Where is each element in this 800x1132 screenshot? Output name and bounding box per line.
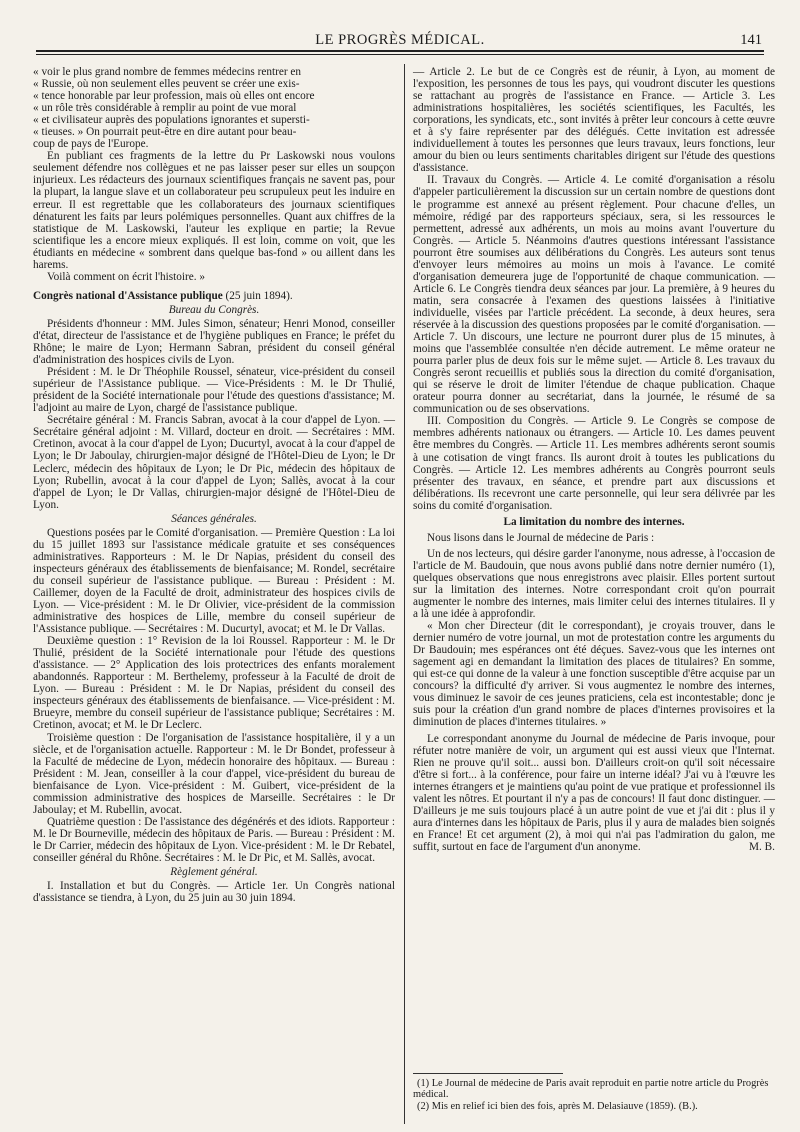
section-heading-limitation: La limitation du nombre des internes. xyxy=(503,515,685,528)
signature: M. B. xyxy=(749,840,775,853)
paragraph-laskowski: En publiant ces fragments de la lettre du Pr Laskowski nous voulons seulement défendre nos collègues et ne pas laisser peser sur elles un soupçon injurieux. Les rédacteurs des journaux scientifiques français ne savent pas, pour la plupart, la langue slave et un collaborateur peu scrupuleux peut les induire en erreur. Il est regrettable que les collaborateurs des journaux scientifiques dénaturent les faits par leurs polémiques personnelles. Quant aux chiffres de la statistique de M. Laskowski, l'auteur les explique en partie; la Revue scientifique les a encore mieux expliqués. Il est loin, comme on voit, que les étudiants en médecine « sombrent dans quelque bas-fond » ou aillent dans les harems. xyxy=(33,150,395,271)
paragraph-correspondant xyxy=(413,733,775,853)
quote-line: « tence honorable par leur profession, mais où elles ont encore xyxy=(33,90,315,103)
paragraph-question-2: Deuxième question : 1° Revision de la loi Roussel. Rapporteur : M. le Dr Thulié, président de la Société internationale pour l'étude des questions d'assistance. — 2° Application des lois protectrices des enfants moralement abandonnés. Rapporteur : M. Berthelemy, professeur à la Faculté de droit de Lyon. — Bureau : Président : M. le Dr Napias, président du conseil des inspecteurs généraux des établissements de bienfaisance. — Vice-président : M. Brueyre, membre du conseil supérieur de l'assistance publique; Secrétaires : M. Cretinon, avocat; et M. le Dr Leclerc. xyxy=(33,635,395,732)
quote-line: « et civilisateur auprès des populations ignorantes et supersti- xyxy=(33,114,310,127)
page-number: 141 xyxy=(740,32,762,48)
footnote-rule xyxy=(413,1073,563,1074)
page-header xyxy=(36,28,764,50)
paragraph-article-2: — Article 2. Le but de ce Congrès est de réunir, à Lyon, au moment de l'exposition, les personnes de tous les pays, qui voudront discuter les questions se rattachant au progrès de l'assistance en France. — Article 3. Les administrations hospitalières, les sociétés scientifiques, les Facultés, les corporations, les syndicats, etc., sont invités à prêter leur concours à cette œuvre et à s'y faire représenter par des délégués. Cette invitation est adressée individuellement à toutes les personnes que leurs travaux, leurs fonctions, leur amour du bien ou leurs sentiments charitables dirigent sur l'étude des questions d'assistance. xyxy=(413,66,775,175)
paragraph-question-1: Questions posées par le Comité d'organisation. — Première Question : La loi du 15 juillet 1893 sur l'assistance médicale gratuite et ses conséquences administratives. Rapporteurs : M. le Dr Napias, président du conseil des inspecteurs généraux des établissements de bienfaisance; M. Rondel, secrétaire du conseil supérieur de l'assistance publique. — Bureau : Président : M. Caillemer, doyen de la Faculté de droit, administrateur des hospices civils de Lyon. — Vice-président : M. le Dr Olivier, vice-président de la commission administrative des hospices de Lille, membre du conseil supérieur de l'Assistance publique. — Secrétaires : M. Ducurtyl, avocat; et M. le Dr Vallas. xyxy=(33,526,395,636)
footnote-2: (2) Mis en relief ici bien des fois, après M. Delasiauve (1859). (B.). xyxy=(417,1100,698,1112)
paragraph-question-4: Quatrième question : De l'assistance des dégénérés et des idiots. Rapporteur : M. le Dr Bourneville, médecin des hôpitaux de Paris. — Bureau : Président : M. le Dr Carrier, médecin des hôpitaux de Lyon. Vice-président : M. le Dr Rebatel, conseiller général du Rhône. Secrétaires : M. le Dr Pic, et M. Sallès, avocat. xyxy=(33,815,395,864)
paragraph-presidents-honneur: Présidents d'honneur : MM. Jules Simon, sénateur; Henri Monod, conseiller d'état, directeur de l'assistance et de l'hygiène publiques en France; le préfet du Rhône; le maire de Lyon; Hermann Sabran, président du conseil général d'administration des hospices civils de Lyon. xyxy=(33,317,395,367)
congres-title: Congrès national d'Assistance publique xyxy=(33,289,223,302)
paragraph-reglement-1: I. Installation et but du Congrès. — Article 1er. Un Congrès national d'assistance se tiendra, à Lyon, du 25 juin au 30 juin 1894. xyxy=(33,880,395,905)
quote-line: « tieuses. » On pourrait peut-être en dire autant pour beau- xyxy=(33,126,297,139)
subheading-reglement: Règlement général. xyxy=(170,866,258,879)
paragraph-travaux: II. Travaux du Congrès. — Article 4. Le comité d'organisation a résolu d'appeler particulièrement la discussion sur un certain nombre de questions dont le programme est annexé au présent règlement. Pour chacune d'elles, un mémoire, rédigé par des rapporteurs spéciaux, sera, si les ressources le permettent, adressé aux adhérents, un mois au moins avant l'ouverture du Congrès. — Article 5. Néanmoins d'autres questions intéressant l'assistance pourront être soumises aux délibérations du Congrès. Les auteurs sont tenus d'envoyer leurs mémoires au moins un mois à l'avance. Le comité d'organisation demeurera juge de l'opportunité de chaque communication. — Article 6. Le Congrès tiendra deux séances par jour. La première, à 9 heures du matin, sera consacrée à l'examen des questions laissées à l'initiative individuelle, visées par l'article précédent. La seconde, à deux heures, sera réservée à la discussion des questions proposées par le comité d'organisation. — Article 7. Un discours, une lecture ne pourront durer plus de 15 minutes, à moins que l'assemblée consultée n'en décide autrement. Le même orateur ne pourra parler plus de deux fois sur le même sujet. — Article 8. Les travaux du Congrès seront recueillis et publiés sous la direction du comité d'organisation, qui se réserve le droit de limiter l'étendue de chaque publication. Chaque orateur pourra donner au secrétariat, dans la journée, le résumé de sa communication ou de ses observations. xyxy=(413,174,775,416)
header-rule-thin xyxy=(36,54,764,55)
subheading-bureau: Bureau du Congrès. xyxy=(168,303,260,316)
paragraph-composition: III. Composition du Congrès. — Article 9. Le Congrès se compose de membres adhérents nationaux ou étrangers. — Article 10. Les dames peuvent être membres du Congrès. — Article 11. Les membres adhérents seront soumis à une cotisation de vingt francs. Ils auront droit à toutes les publications du Congrès. — Article 12. Les membres adhérents au Congrès pourront seuls présenter des travaux, en séance, et prendre part aux discussions et délibérations. Ils recevront une carte personnelle, qui leur sera délivrée par les soins du comité d'organisation. xyxy=(413,415,775,512)
footnotes xyxy=(413,1073,775,1112)
section-heading-congres xyxy=(33,290,395,302)
footnote-1: (1) Le Journal de médecine de Paris avait reproduit en partie notre article du Progrès médical. xyxy=(413,1078,769,1101)
quote-line: « un rôle très considérable à remplir au point de vue moral xyxy=(33,102,297,115)
correspondant-text: Le correspondant anonyme du Journal de médecine de Paris invoque, pour réfuter notre manière de voir, un argument qui est aussi vieux que l'Internat. Rien ne prouve qu'il soit... aussi bon. D'ailleurs croit-on qu'il soit nécessaire d'être si fort... à la conférence, pour faire un interne idéal? J'ai vu à l'œuvre les internes étrangers et je maintiens qu'au point de vue pratique et professionnel ils valent les nôtres. Et pourtant il n'y a pas de concours! Il faut donc distinguer. — D'ailleurs je me suis toujours placé à un autre point de vue et j'ai dit : plus il y aura d'internes dans les hôpitaux de Paris, plus il y aura de malades bien soignés en France! Et cet argument (2), à moi qui n'ai pas l'admiration du galon, me suffit, surtout en face de l'argument d'un anonyme. xyxy=(413,732,775,853)
left-column xyxy=(33,66,395,904)
paragraph-histoire: Voilà comment on écrit l'histoire. » xyxy=(47,270,206,283)
paragraph-president: Président : M. le Dr Théophile Roussel, sénateur, vice-président du conseil supérieur de l'Assistance publique. — Vice-Présidents : M. le Dr Thulié, président de la Société internationale pour l'étude des questions d'assistance; M. l'adjoint au maire de Lyon, chargé de l'assistance publique. xyxy=(33,366,395,415)
quote-line: « voir le plus grand nombre de femmes médecins rentrer en xyxy=(33,66,302,78)
quote-line: coup de pays de l'Europe. xyxy=(33,138,149,151)
journal-title: LE PROGRÈS MÉDICAL. xyxy=(315,32,485,48)
subheading-seances: Séances générales. xyxy=(171,512,257,525)
quote-line: « Russie, où non seulement elles peuvent se créer une exis- xyxy=(33,78,300,91)
header-rule xyxy=(36,50,764,52)
paragraph-lecteurs: Un de nos lecteurs, qui désire garder l'anonyme, nous adresse, à l'occasion de l'article de M. Baudouin, que nous avons publié dans notre dernier numéro (1), quelques observations que nous enregistrons avec plaisir. Elles portent surtout sur la limitation des internes. Notre correspondant croit qu'on pourrait augmenter le nombre des internes, mais limiter celui des internes titulaires. Il y a là une idée à approfondir. xyxy=(413,547,776,621)
paragraph-question-3: Troisième question : De l'organisation de l'assistance hospitalière, il y a un siècle, et de l'organisation actuelle. Rapporteur : M. le Dr Bondet, professeur à la Faculté de médecine de Lyon, médecin honoraire des hôpitaux. — Bureau : Président : M. Jean, conseiller à la cour d'appel, vice-président du bureau de bienfaisance de Lyon. Vice-président : M. Guibert, vice-président de la commission administrative des hospices de Marseille. Secrétaires : le Dr Jaboulay; et M. Rubellin, avocat. xyxy=(33,731,395,816)
right-column xyxy=(413,66,775,853)
column-divider xyxy=(404,64,405,1124)
paragraph-lisons: Nous lisons dans le Journal de médecine de Paris : xyxy=(427,531,655,544)
paragraph-secretaire: Secrétaire général : M. Francis Sabran, avocat à la cour d'appel de Lyon. — Secrétaire général adjoint : M. Villard, docteur en droit. — Secrétaires : MM. Cretinon, avocat à la cour d'appel de Lyon; Ducurtyl, avocat à la cour d'appel de Lyon; le Dr Jaboulay, chirurgien-major désigné de l'Hôtel-Dieu de Lyon; le Dr Leclerc, médecin des hôpitaux de Lyon; le Dr Pic, médecin des hôpitaux de Lyon; Rubellin, avocat à la cour d'appel de Lyon; Sallès, avocat à la cour d'appel de Lyon; le Dr Vallas, chirurgien-major désigné de l'Hôtel-Dieu de Lyon. xyxy=(33,414,395,511)
congres-date: (25 juin 1894). xyxy=(222,289,293,302)
paragraph-directeur: « Mon cher Directeur (dit le correspondant), je croyais trouver, dans le dernier numéro de votre journal, un mot de protestation contre les arguments du Dr Baudouin; mes espérances ont été déçues. Savez-vous que les internes ont sagement agi en demandant la limitation des places de titulaires? En somme, qui est-ce qui donne de la valeur à une fonction susceptible d'être acquise par un concours? la difficulté d'y arriver. Si vous augmentez le nombre des internes, vous diminuez le savoir de ces jeunes praticiens, cela est incontestable; donc je suis pour la création d'un grand nombre de places d'internes provisoires et la diminution de places d'internes titulaires. » xyxy=(413,620,775,729)
